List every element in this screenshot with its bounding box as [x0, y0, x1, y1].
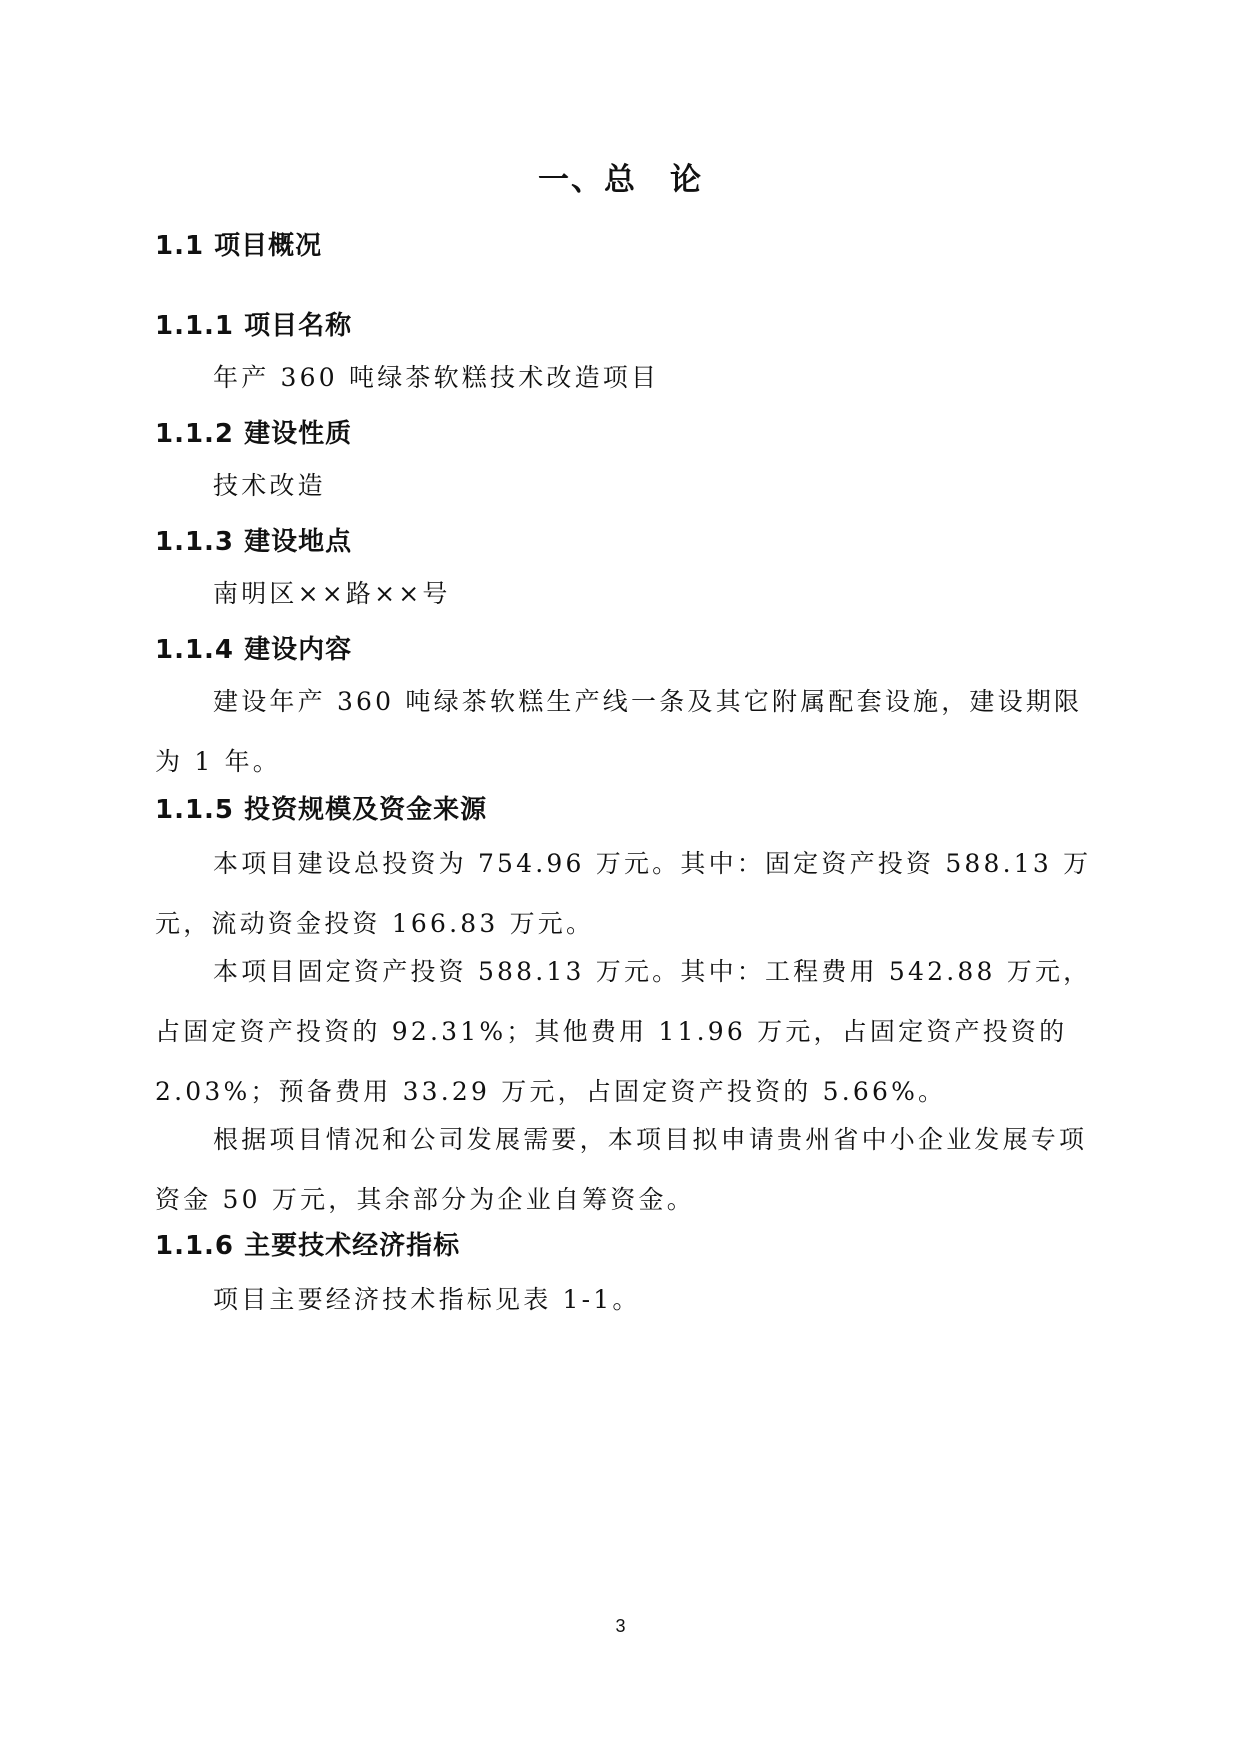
investment-paragraph-1: 本项目建设总投资为 754.96 万元。其中：固定资产投资 588.13 万元，流动资金投资 166.83 万元。: [155, 849, 1092, 938]
section-heading-construction-nature: 1.1.2 建设性质: [155, 419, 353, 449]
indicators-text: 项目主要经济技术指标见表 1-1。: [213, 1285, 641, 1314]
project-name-text: 年产 360 吨绿茶软糕技术改造项目: [213, 363, 660, 392]
section-heading-project-name: 1.1.1 项目名称: [155, 311, 353, 341]
construction-nature-text: 技术改造: [213, 471, 326, 500]
chapter-title: 一、总 论: [538, 162, 703, 198]
section-heading-investment: 1.1.5 投资规模及资金来源: [155, 795, 488, 825]
construction-location-text: 南明区××路××号: [213, 579, 451, 608]
investment-paragraph-2: 本项目固定资产投资 588.13 万元。其中：工程费用 542.88 万元，占固定资产投资的 92.31%；其他费用 11.96 万元，占固定资产投资的 2.03%；预备费用 33.29 万元，占固定资产投资的 5.66%。: [155, 957, 1092, 1106]
page-number: 3: [615, 1616, 626, 1636]
construction-content-text: 建设年产 360 吨绿茶软糕生产线一条及其它附属配套设施，建设期限为 1 年。: [155, 687, 1083, 776]
section-heading-construction-location: 1.1.3 建设地点: [155, 527, 353, 557]
investment-paragraph-3: 根据项目情况和公司发展需要，本项目拟申请贵州省中小企业发展专项资金 50 万元，其余部分为企业自筹资金。: [155, 1125, 1088, 1214]
section-heading-indicators: 1.1.6 主要技术经济指标: [155, 1231, 461, 1261]
section-heading-overview: 1.1 项目概况: [155, 231, 323, 261]
section-heading-construction-content: 1.1.4 建设内容: [155, 635, 353, 665]
